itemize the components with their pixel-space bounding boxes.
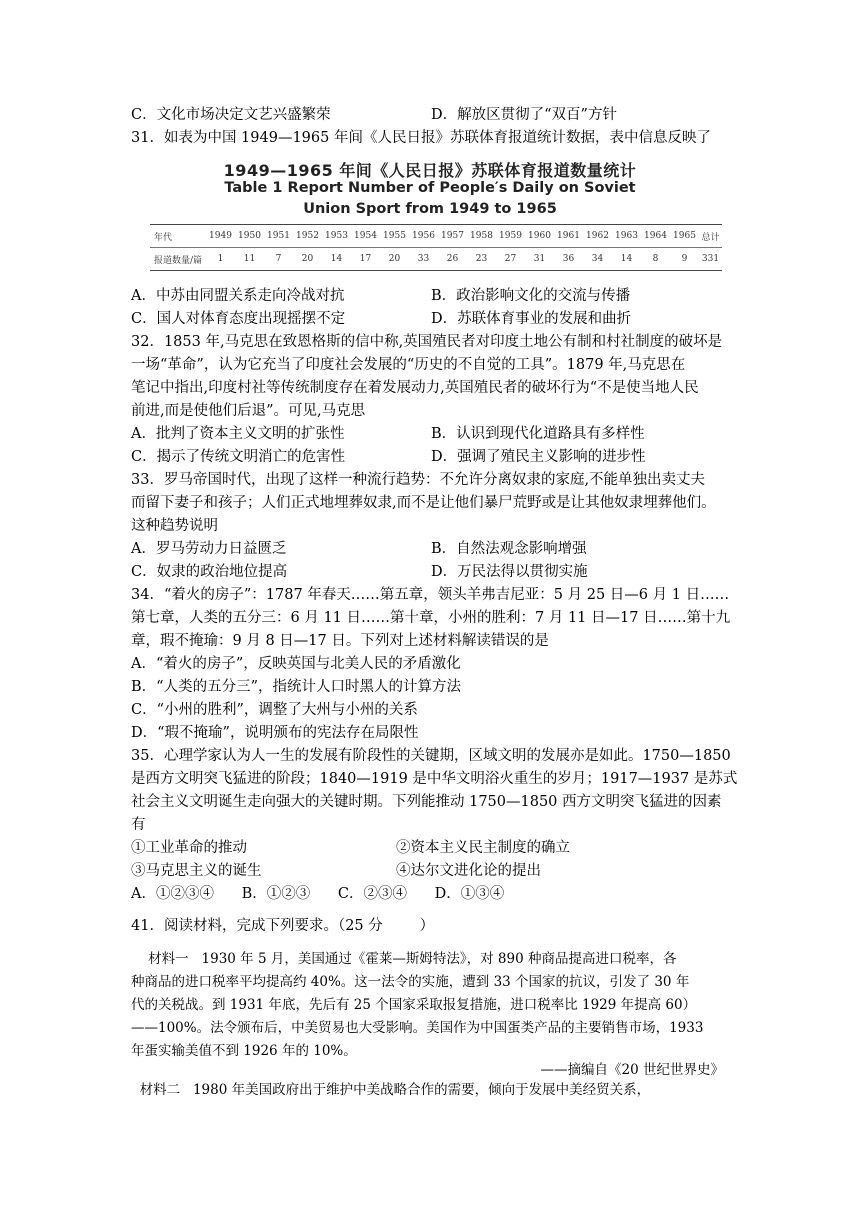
table-cell: 1953 [322, 225, 351, 248]
table-cell: 34 [583, 248, 612, 271]
table-cell: 36 [554, 248, 583, 271]
q30-option-d: D．解放区贯彻了“双百”方针 [431, 107, 617, 123]
q32-option-d: D．强调了殖民主义影响的进步性 [431, 449, 646, 465]
table-cell: 27 [496, 248, 525, 271]
q34-stem-line: 章，瑕不掩瑜：9 月 8 日—17 日。下列对上述材料解读错误的是 [131, 633, 549, 649]
q35-stem-line: 社会主义文明诞生走向强大的关键时期。下列能推动 1750—1850 西方文明突飞猛进的因素 [131, 794, 722, 810]
q35-choices: A．①②③④ B．①②③ C．②③④ D．①③④ [131, 886, 505, 902]
q33-stem-line: 这种趋势说明 [131, 518, 218, 534]
table-cell: 20 [380, 248, 409, 271]
table-cell: 14 [322, 248, 351, 271]
table-cell: 23 [467, 248, 496, 271]
table-cell: 331 [699, 248, 722, 271]
table-row-head: 年代 [150, 225, 206, 248]
q32-stem-line: 一场“革命”，认为它充当了印度社会发展的“历史的不自觉的工具”。1879 年,马克思在 [131, 357, 686, 373]
table-cell: 17 [351, 248, 380, 271]
table-cell: 7 [264, 248, 293, 271]
q41-material2-line: 材料二 1980 年美国政府出于维护中美战略合作的需要，倾向于发展中美经贸关系， [131, 1082, 651, 1098]
q31-stem: 31．如表为中国 1949—1965 年间《人民日报》苏联体育报道统计数据，表中信息反映了 [131, 130, 711, 146]
q34-option-b: B．“人类的五分三”，指统计人口时黑人的计算方法 [131, 679, 461, 695]
q32-stem-line: 前进,而是使他们后退”。可见,马克思 [131, 403, 366, 419]
table-title-en-line1: Table 1 Report Number of People′s Daily on Soviet [224, 180, 636, 196]
table-cell: 总计 [699, 225, 722, 248]
table-title-cn: 1949—1965 年间《人民日报》苏联体育报道数量统计 [223, 161, 637, 180]
q31-option-b: B．政治影响文化的交流与传播 [431, 288, 631, 304]
table-cell: 1963 [612, 225, 641, 248]
q35-stem-line: 35．心理学家认为人一生的发展有阶段性的关键期，区域文明的发展亦是如此。1750—1850 [131, 748, 731, 764]
q41-stem: 41．阅读材料，完成下列要求。（25 分 ） [131, 918, 435, 934]
q34-option-a: A．“着火的房子”，反映英国与北美人民的矛盾激化 [131, 656, 461, 672]
q32-option-c: C．揭示了传统文明消亡的危害性 [131, 449, 346, 465]
table-cell: 31 [525, 248, 554, 271]
q41-material1-line: 材料一 1930 年 5 月，美国通过《霍莱—斯姆特法》，对 890 种商品提高进口税率，各 [131, 951, 677, 967]
report-count-table [150, 224, 722, 271]
q35-item-1: ①工业革命的推动 [131, 840, 247, 856]
q41-material1-line: ——100%。法令颁布后，中美贸易也大受影响。美国作为中国蛋类产品的主要销售市场，1933 [131, 1020, 704, 1036]
q34-stem-line: 34．“着火的房子”：1787 年春天……第五章，领头羊弗吉尼亚：5 月 25 日—6 月 1 日…… [131, 587, 730, 603]
q33-stem-line: 而留下妻子和孩子；人们正式地埋葬奴隶,而不是让他们暴尸荒野或是让其他奴隶埋葬他们。 [131, 495, 716, 511]
q30-option-c: C．文化市场决定文艺兴盛繁荣 [131, 107, 331, 123]
q32-option-a: A．批判了资本主义文明的扩张性 [131, 426, 345, 442]
q31-option-c: C．国人对体育态度出现摇摆不定 [131, 311, 346, 327]
q33-stem-line: 33．罗马帝国时代，出现了这样一种流行趋势：不允许分离奴隶的家庭,不能单独出卖丈夫 [131, 472, 706, 488]
q33-option-a: A．罗马劳动力日益匮乏 [131, 541, 287, 557]
table-row-years [150, 225, 722, 248]
q31-option-d: D．苏联体育事业的发展和曲折 [431, 311, 632, 327]
q35-item-3: ③马克思主义的诞生 [131, 863, 262, 879]
q32-option-b: B．认识到现代化道路具有多样性 [431, 426, 645, 442]
q34-stem-line: 第七章，人类的五分三：6 月 11 日……第十章，小州的胜利：7 月 11 日—17 日……第十九 [131, 610, 731, 626]
q33-option-d: D．万民法得以贯彻实施 [431, 564, 588, 580]
table-cell: 11 [235, 248, 264, 271]
table-cell: 1961 [554, 225, 583, 248]
table-cell: 8 [641, 248, 670, 271]
table-cell: 20 [293, 248, 322, 271]
q34-option-c: C．“小州的胜利”，调整了大州与小州的关系 [131, 702, 418, 718]
q33-option-b: B．自然法观念影响增强 [431, 541, 587, 557]
table-cell: 1964 [641, 225, 670, 248]
table-cell: 1962 [583, 225, 612, 248]
q41-material1-line: 代的关税战。到 1931 年底，先后有 25 个国家采取报复措施，进口税率比 1929 年提高 60） [131, 997, 697, 1013]
table-cell: 1952 [293, 225, 322, 248]
q34-option-d: D．“瑕不掩瑜”，说明颁布的宪法存在局限性 [131, 725, 419, 741]
table-cell: 26 [438, 248, 467, 271]
table-cell: 1957 [438, 225, 467, 248]
table-cell: 1955 [380, 225, 409, 248]
table-cell: 1965 [670, 225, 699, 248]
q35-stem-line: 有 [131, 817, 146, 833]
q31-option-a: A．中苏由同盟关系走向冷战对抗 [131, 288, 345, 304]
table-row-counts [150, 248, 722, 271]
table-cell: 1958 [467, 225, 496, 248]
q33-option-c: C．奴隶的政治地位提高 [131, 564, 288, 580]
table-cell: 1959 [496, 225, 525, 248]
table-title-en-line2: Union Sport from 1949 to 1965 [303, 201, 557, 217]
q41-material1-line: 种商品的进口税率平均提高约 40%。这一法令的实施，遭到 33 个国家的抗议，引发了 30 年 [131, 974, 690, 990]
table-cell: 9 [670, 248, 699, 271]
q32-stem-line: 32．1853 年,马克思在致恩格斯的信中称,英国殖民者对印度土地公有制和村社制度的破坏是 [131, 334, 723, 350]
q35-item-2: ②资本主义民主制度的确立 [396, 840, 570, 856]
table-cell: 1949 [206, 225, 235, 248]
table-cell: 1950 [235, 225, 264, 248]
table-cell: 1 [206, 248, 235, 271]
table-cell: 1956 [409, 225, 438, 248]
q41-source: ——摘编自《20 世纪世界史》 [540, 1062, 724, 1078]
table-cell: 1954 [351, 225, 380, 248]
table-row-head: 报道数量/篇 [150, 248, 206, 271]
q41-material1-line: 年蛋实输美值不到 1926 年的 10%。 [131, 1043, 357, 1059]
table-cell: 33 [409, 248, 438, 271]
q35-item-4: ④达尔文进化论的提出 [396, 863, 541, 879]
table-cell: 1951 [264, 225, 293, 248]
table-cell: 14 [612, 248, 641, 271]
q35-stem-line: 是西方文明突飞猛进的阶段；1840—1919 是中华文明浴火重生的岁月；1917—1937 是苏式 [131, 771, 738, 787]
q32-stem-line: 笔记中指出,印度村社等传统制度存在着发展动力,英国殖民者的破坏行为“不是使当地人民 [131, 380, 699, 396]
table-cell: 1960 [525, 225, 554, 248]
